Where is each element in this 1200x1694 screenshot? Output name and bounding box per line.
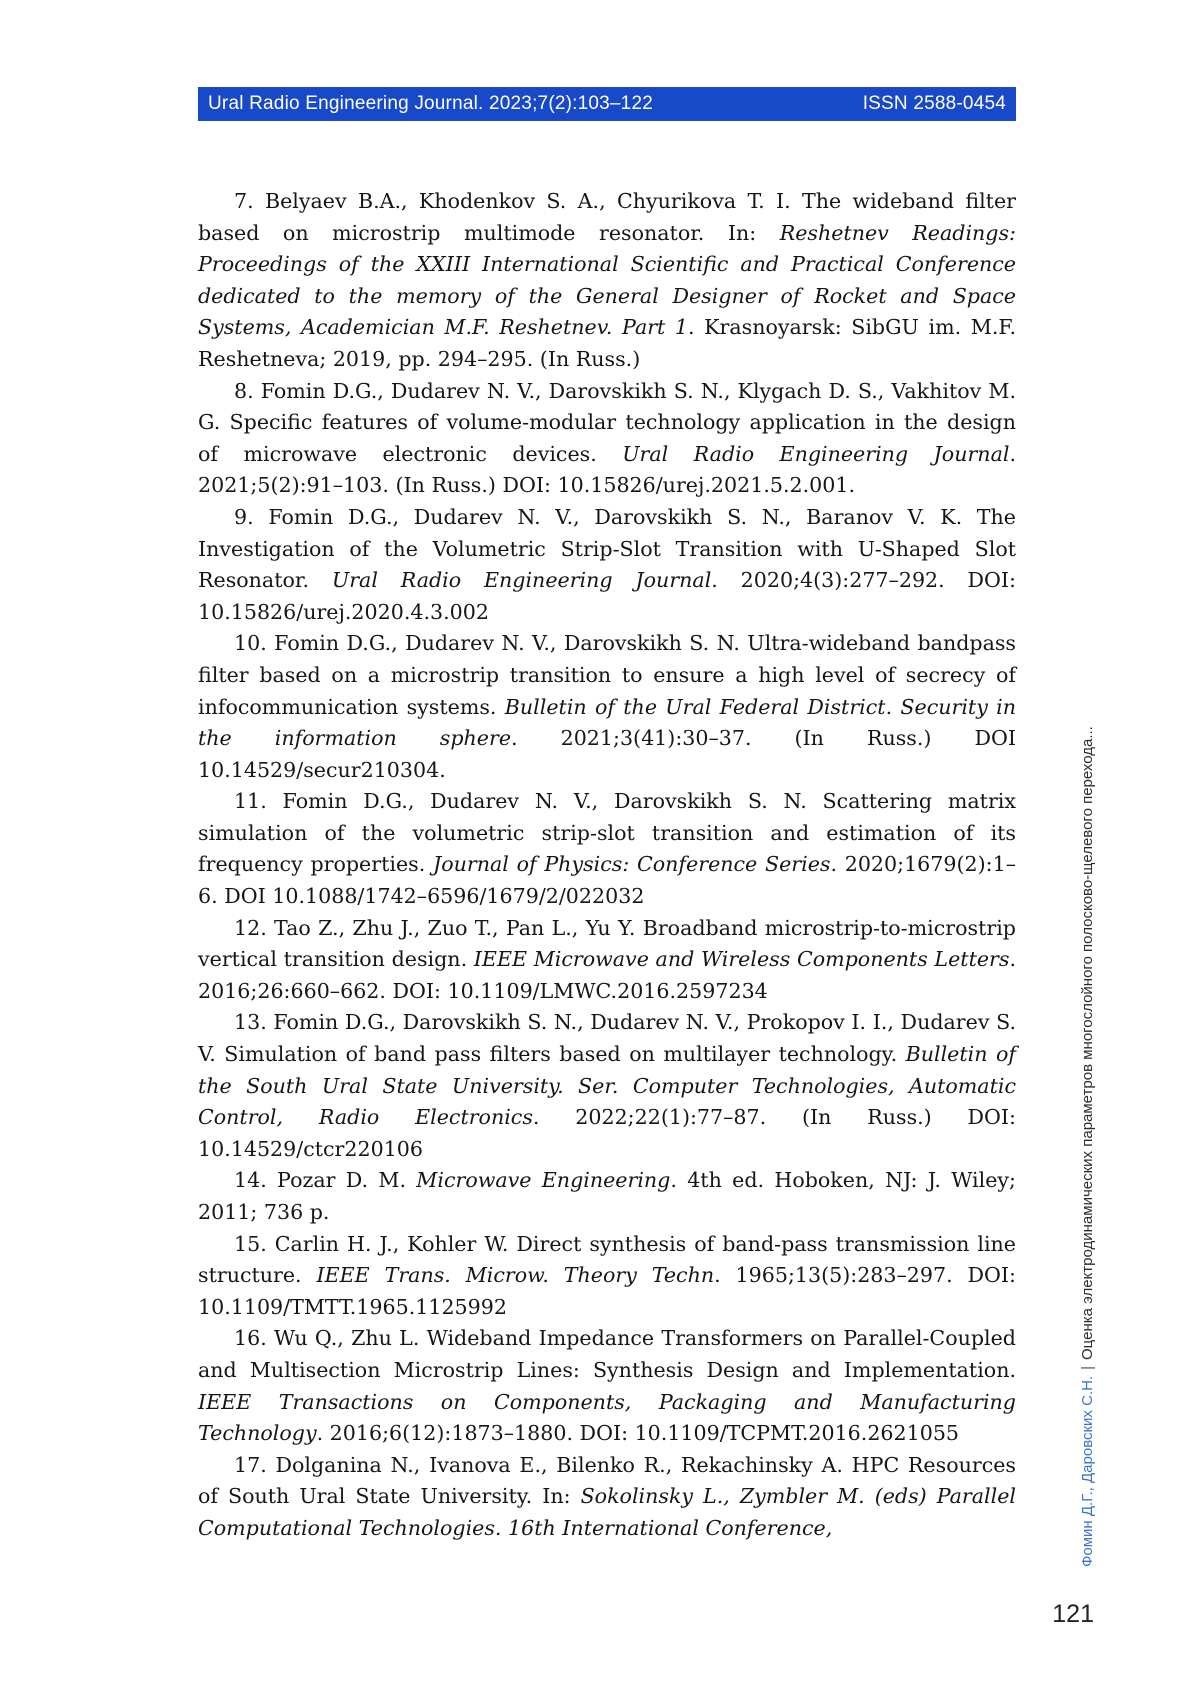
reference-15: 15. Carlin H. J., Kohler W. Direct synthesis of band-pass transmission line structure. IEEE Trans. Microw. Theory Techn. 1965;13(5):283–297. DOI: 10.1109/TMTT.1965.1125992 [198,1229,1016,1324]
reference-list [198,186,1016,1545]
journal-citation: Ural Radio Engineering Journal. 2023;7(2):103–122 [208,93,653,115]
issn: ISSN 2588-0454 [863,93,1006,115]
reference-17: 17. Dolganina N., Ivanova E., Bilenko R., Rekachinsky A. HPC Resources of South Ural State University. In: Sokolinsky L., Zymbler M. (eds) Parallel Computational Technologies. 16th International Conference, [198,1450,1016,1545]
reference-13: 13. Fomin D.G., Darovskikh S. N., Dudarev N. V., Prokopov I. I., Dudarev S. V. Simulation of band pass filters based on multilayer technology. Bulletin of the South Ural State University. Ser. Computer Technologies, Automatic Control, Radio Electronics. 2022;22(1):77–87. (In Russ.) DOI: 10.14529/ctcr220106 [198,1007,1016,1165]
reference-9: 9. Fomin D.G., Dudarev N. V., Darovskikh S. N., Baranov V. K. The Investigation of the Volumetric Strip-Slot Transition with U-Shaped Slot Resonator. Ural Radio Engineering Journal. 2020;4(3):277–292. DOI: 10.15826/urej.2020.4.3.002 [198,502,1016,628]
sidebar-separator: | [1079,1366,1096,1370]
page-number: 121 [1044,1600,1094,1629]
reference-12: 12. Tao Z., Zhu J., Zuo T., Pan L., Yu Y. Broadband microstrip-to-microstrip vertical transition design. IEEE Microwave and Wireless Components Letters. 2016;26:660–662. DOI: 10.1109/LMWC.2016.2597234 [198,913,1016,1008]
sidebar-article-title: Оценка электродинамических параметров многослойного полосково-щелевого перехода... [1079,726,1096,1360]
journal-header-bar [198,87,1016,121]
reference-10: 10. Fomin D.G., Dudarev N. V., Darovskikh S. N. Ultra-wideband bandpass filter based on a microstrip transition to ensure a high level of secrecy of infocommunication systems. Bulletin of the Ural Federal District. Security in the information sphere. 2021;3(41):30–37. (In Russ.) DOI 10.14529/secur210304. [198,628,1016,786]
running-title-sidebar [1079,726,1097,1567]
reference-14: 14. Pozar D. M. Microwave Engineering. 4th ed. Hoboken, NJ: J. Wiley; 2011; 736 p. [198,1165,1016,1228]
reference-16: 16. Wu Q., Zhu L. Wideband Impedance Transformers on Parallel-Coupled and Multisection Microstrip Lines: Synthesis Design and Implementation. IEEE Transactions on Components, Packaging and Manufacturing Technology. 2016;6(12):1873–1880. DOI: 10.1109/TCPMT.2016.2621055 [198,1323,1016,1449]
sidebar-authors: Фомин Д.Г., Даровских С.Н. [1079,1376,1096,1567]
reference-8: 8. Fomin D.G., Dudarev N. V., Darovskikh S. N., Klygach D. S., Vakhitov M. G. Specific features of volume-modular technology application in the design of microwave electronic devices. Ural Radio Engineering Journal. 2021;5(2):91–103. (In Russ.) DOI: 10.15826/urej.2021.5.2.001. [198,376,1016,502]
reference-11: 11. Fomin D.G., Dudarev N. V., Darovskikh S. N. Scattering matrix simulation of the volumetric strip-slot transition and estimation of its frequency properties. Journal of Physics: Conference Series. 2020;1679(2):1–6. DOI 10.1088/1742–6596/1679/2/022032 [198,786,1016,912]
reference-7: 7. Belyaev B.A., Khodenkov S. A., Chyurikova T. I. The wideband filter based on microstrip multimode resonator. In: Reshetnev Readings: Proceedings of the XXIII International Scientific and Practical Conference dedicated to the memory of the General Designer of Rocket and Space Systems, Academician M.F. Reshetnev. Part 1. Krasnoyarsk: SibGU im. M.F. Reshetneva; 2019, pp. 294–295. (In Russ.) [198,186,1016,376]
